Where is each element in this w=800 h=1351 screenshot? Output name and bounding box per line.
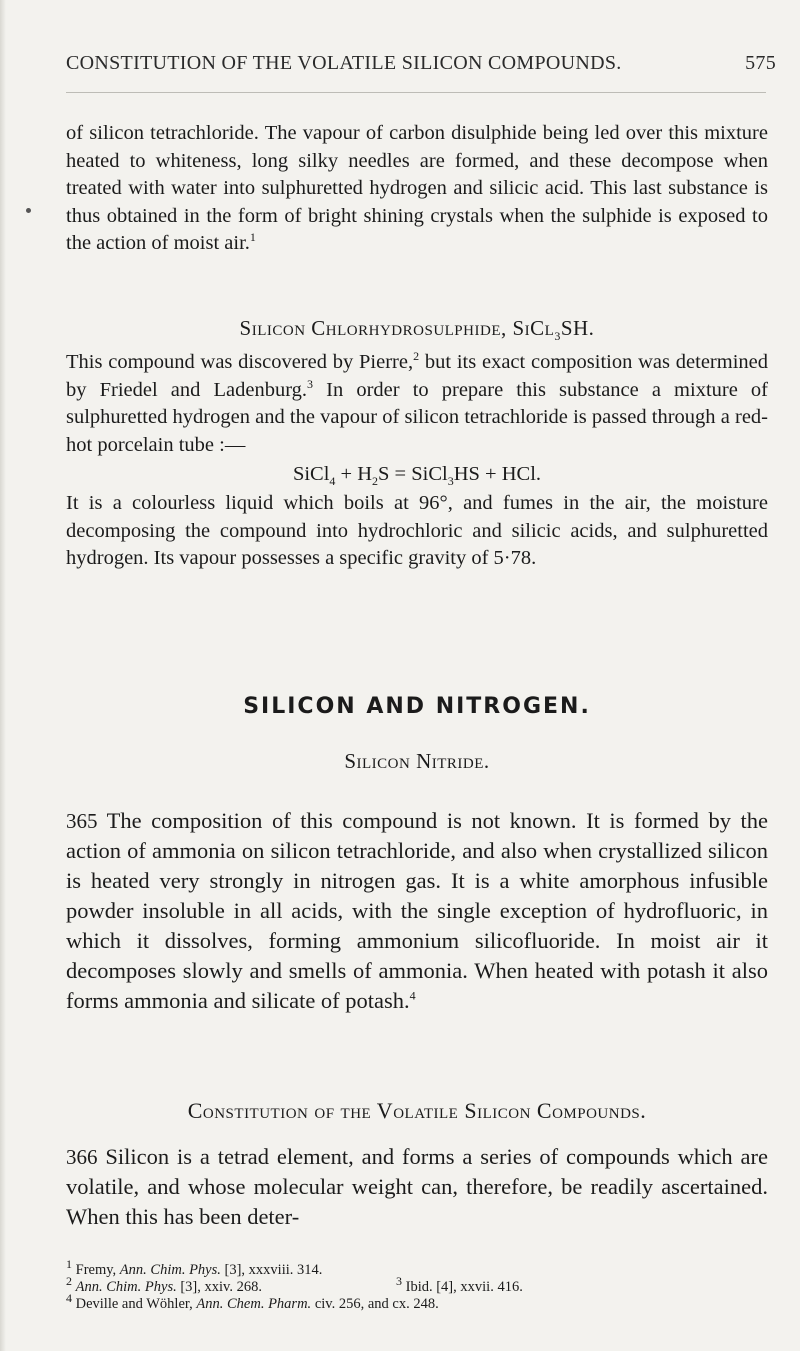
footnote-ref-4: 4 [409,988,416,1003]
section-chlorhydrosulphide [66,316,768,573]
header-rule [66,92,766,93]
chapter-heading: SILICON AND NITROGEN. [243,694,591,719]
paragraph-continued [66,120,768,258]
header-title: CONSTITUTION OF THE VOLATILE SILICON COMPOUNDS. [66,52,622,74]
chemical-equation: SiCl$_4$ + $H_2S$ = SiCl$_3$HS + HCl. [292,463,542,489]
section-heading: Silicon Chlorhydrosulphide, SiCl$_3$SH. [239,316,595,344]
footnote-4: $^4$ Deville and Wöhler, Ann. Chem. Pharm. civ. 256, and cx. 248. [66,1291,439,1312]
footnote-1: $^1$ Fremy, Ann. Chim. Phys. [3], xxxviii. 314. [66,1257,323,1278]
section-constitution: Constitution of the Volatile Silicon Compounds. 366 Silicon is a tetrad element, and forms a series of compounds which are volatile, and whose molecular weight can, therefore, be readily ascertained. When this has been deter- [66,1098,768,1229]
paragraph-number: 365 [66,809,98,833]
running-header [66,52,776,75]
footnote-ref-1: 1 [249,230,256,245]
page-number: 575 [745,52,776,74]
footnotes [66,1257,768,1313]
footnote-ref-3: 3 [307,376,314,391]
page-gutter-shadow [0,0,6,1351]
footnote-ref-2: 2 [413,349,420,364]
footnote-2: $^2$ Ann. Chim. Phys. [3], xxiv. 268. $^3$ Ibid. [4], xxvii. 416. [66,1274,523,1295]
para1-text: of silicon tetrachloride. The vapour of carbon disulphide being led over this mixture heated to whiteness, long silky needles are formed, and these decompose when treated with water into sulphuretted hydrogen and silicic acid. This last substance is thus obtained in the form of bright shining crystals when the sulphide is exposed to the action of moist air. [66,122,768,254]
section1-paragraph-2: It is a colourless liquid which boils at 96°, and fumes in the air, the moisture decomposing the compound into hydrochloric and silicic acids, and sulphuretted hydrogen. Its vapour possesses a specific gravity of 5·78. [66,492,768,569]
paragraph-365: 365 The composition of this compound is not known. It is formed by the action of ammonia on silicon tetrachloride, and also when crystallized silicon is heated very strongly in nitrogen gas. It is a white amorphous infusible powder insoluble in all acids, with the single exception of hydrofluoric, in which it dissolves, forming ammonium silicofluoride. In moist air it decomposes slowly and smells of ammonia. When heated with potash it also forms ammonia and silicate of potash.$^4$ [66,808,769,1013]
paragraph-number: 366 [66,1145,98,1169]
subsection-heading: Silicon Nitride. [344,749,490,773]
footnote-3: $^3$ Ibid. [4], xxvii. 416. [396,1274,523,1295]
margin-mark [26,208,31,213]
section-silicon-nitrogen [66,694,768,774]
subsection-heading: Constitution of the Volatile Silicon Compounds. [187,1098,647,1123]
section1-paragraph: This compound was discovered by Pierre,$^2$ but its exact composition was determined by Friedel and Ladenburg.$^3$ In order to prepare this substance a mixture of sulphuretted hydrogen and the vapour of silicon tetrachloride is passed through a red-hot porcelain tube :— [66,349,768,456]
